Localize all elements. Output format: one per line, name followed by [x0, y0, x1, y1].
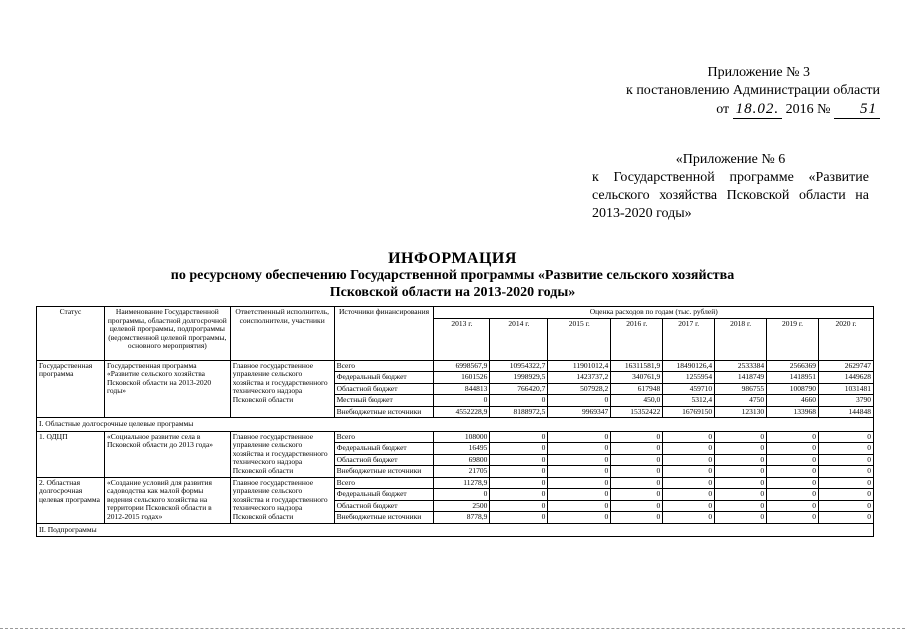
value-cell: 6998567,9: [434, 360, 490, 372]
value-cell: 2533384: [715, 360, 767, 372]
value-cell: 0: [767, 500, 819, 512]
odcp1-status: 1. ОДЦП: [37, 431, 105, 477]
source-cell: Федеральный бюджет: [334, 443, 434, 455]
value-cell: 2566369: [767, 360, 819, 372]
value-cell: 0: [663, 466, 715, 478]
section-title: II. Подпрограммы: [37, 523, 874, 537]
value-cell: 0: [611, 443, 663, 455]
value-cell: 0: [434, 395, 490, 407]
header-executor: Ответственный исполнитель, соисполнители, участники: [230, 307, 334, 361]
value-cell: 69800: [434, 454, 490, 466]
value-cell: 16311581,9: [611, 360, 663, 372]
value-cell: 1423737,2: [548, 372, 611, 384]
header-year: 2017 г.: [663, 318, 715, 360]
value-cell: 8188972,5: [490, 406, 548, 418]
value-cell: 0: [715, 443, 767, 455]
value-cell: 0: [767, 489, 819, 501]
value-cell: 0: [490, 466, 548, 478]
value-cell: 1601526: [434, 372, 490, 384]
source-cell: Областной бюджет: [334, 454, 434, 466]
appendix-6-text: к Государственной программе «Развитие сельского хозяйства Псковской области на 2013-2020 годы»: [592, 170, 869, 221]
value-cell: 0: [663, 500, 715, 512]
value-cell: 0: [819, 477, 874, 489]
header-estimate: Оценка расходов по годам (тыс. рублей): [434, 307, 874, 319]
section-row: [37, 523, 874, 537]
value-cell: 5312,4: [663, 395, 715, 407]
value-cell: 8778,9: [434, 512, 490, 524]
appendix-3-subtitle: к постановлению Администрации области: [626, 83, 880, 98]
value-cell: 133968: [767, 406, 819, 418]
header-year: 2015 г.: [548, 318, 611, 360]
value-cell: 0: [611, 512, 663, 524]
value-cell: 0: [663, 431, 715, 443]
value-cell: 1449628: [819, 372, 874, 384]
appendix-6-title: «Приложение № 6: [675, 152, 786, 167]
value-cell: 10954322,7: [490, 360, 548, 372]
table-row: [37, 360, 874, 372]
year-label: 2016 №: [785, 102, 831, 117]
value-cell: 1255954: [663, 372, 715, 384]
gp-executor: Главное государственное управление сельского хозяйства и государственного технического надзора Псковской области: [230, 360, 334, 418]
value-cell: 986755: [715, 383, 767, 395]
table-row: [37, 431, 874, 443]
source-cell: Всего: [334, 360, 434, 372]
value-cell: 0: [611, 466, 663, 478]
value-cell: 11901012,4: [548, 360, 611, 372]
value-cell: 144848: [819, 406, 874, 418]
value-cell: 15352422: [611, 406, 663, 418]
header-year: 2014 г.: [490, 318, 548, 360]
value-cell: 0: [611, 431, 663, 443]
value-cell: 0: [663, 443, 715, 455]
value-cell: 0: [767, 477, 819, 489]
scan-edge-divider: [0, 628, 905, 630]
value-cell: 0: [548, 477, 611, 489]
value-cell: 0: [715, 431, 767, 443]
value-cell: 4750: [715, 395, 767, 407]
value-cell: 0: [490, 489, 548, 501]
title-sub: по ресурсному обеспечению Государственной программы «Развитие сельского хозяйства Псковской области на 2013-2020 годы»: [170, 268, 735, 300]
value-cell: 11278,9: [434, 477, 490, 489]
header-name: Наименование Государственной программы, областной долгосрочной целевой программы, подпрограммы (ведомственной целевой программы, основного мероприятия): [104, 307, 230, 361]
value-cell: 0: [663, 477, 715, 489]
value-cell: 0: [548, 512, 611, 524]
value-cell: 844813: [434, 383, 490, 395]
value-cell: 2629747: [819, 360, 874, 372]
source-cell: Внебюджетные источники: [334, 466, 434, 478]
value-cell: 123130: [715, 406, 767, 418]
value-cell: 0: [767, 454, 819, 466]
value-cell: 108000: [434, 431, 490, 443]
source-cell: Областной бюджет: [334, 383, 434, 395]
value-cell: 0: [434, 489, 490, 501]
value-cell: 0: [611, 500, 663, 512]
value-cell: 0: [490, 443, 548, 455]
value-cell: 0: [819, 489, 874, 501]
value-cell: 3790: [819, 395, 874, 407]
value-cell: 0: [611, 454, 663, 466]
header-year: 2019 г.: [767, 318, 819, 360]
value-cell: 0: [490, 477, 548, 489]
value-cell: 0: [819, 466, 874, 478]
value-cell: 18490126,4: [663, 360, 715, 372]
value-cell: 0: [663, 454, 715, 466]
value-cell: 16769150: [663, 406, 715, 418]
value-cell: 459710: [663, 383, 715, 395]
value-cell: 0: [767, 443, 819, 455]
source-cell: Федеральный бюджет: [334, 372, 434, 384]
value-cell: 2500: [434, 500, 490, 512]
value-cell: 0: [611, 477, 663, 489]
value-cell: 450,0: [611, 395, 663, 407]
header-row: [37, 307, 874, 319]
value-cell: 0: [490, 395, 548, 407]
value-cell: 0: [548, 466, 611, 478]
value-cell: 4552228,9: [434, 406, 490, 418]
section-row: [37, 418, 874, 432]
section-title: I. Областные долгосрочные целевые программы: [37, 418, 874, 432]
value-cell: 0: [819, 431, 874, 443]
value-cell: 0: [548, 431, 611, 443]
appendix-3-title: Приложение № 3: [707, 65, 810, 80]
odcp1-executor: Главное государственное управление сельского хозяйства и государственного технического надзора Псковской области: [230, 431, 334, 477]
value-cell: 0: [490, 431, 548, 443]
value-cell: 1008790: [767, 383, 819, 395]
odcp2-executor: Главное государственное управление сельского хозяйства и государственного технического надзора Псковской области: [230, 477, 334, 523]
value-cell: 0: [715, 489, 767, 501]
gp-name: Государственная программа «Развитие сельского хозяйства Псковской области на 2013-2020 годы»: [104, 360, 230, 418]
header-source: Источники финансирования: [334, 307, 434, 361]
date-prefix: от: [716, 102, 730, 117]
title-main: ИНФОРМАЦИЯ: [388, 250, 517, 267]
value-cell: 0: [663, 512, 715, 524]
value-cell: 617948: [611, 383, 663, 395]
odcp2-name: «Создание условий для развития садоводства как малой формы ведения сельского хозяйства на территории Псковской области в 2012-2015 годах»: [104, 477, 230, 523]
value-cell: 1998929,5: [490, 372, 548, 384]
appendix-3-block: [600, 64, 880, 119]
handwritten-number: 51: [834, 100, 880, 119]
value-cell: 4660: [767, 395, 819, 407]
source-cell: Внебюджетные источники: [334, 406, 434, 418]
value-cell: 0: [715, 512, 767, 524]
value-cell: 0: [767, 512, 819, 524]
odcp2-status: 2. Областная долгосрочная целевая программа: [37, 477, 105, 523]
value-cell: 0: [548, 395, 611, 407]
value-cell: 0: [819, 500, 874, 512]
value-cell: 0: [767, 466, 819, 478]
handwritten-date: 18.02.: [733, 100, 783, 119]
header-year: 2020 г.: [819, 318, 874, 360]
value-cell: 0: [490, 500, 548, 512]
value-cell: 0: [548, 443, 611, 455]
source-cell: Областной бюджет: [334, 500, 434, 512]
table-row: [37, 477, 874, 489]
value-cell: 9969347: [548, 406, 611, 418]
value-cell: 0: [819, 443, 874, 455]
source-cell: Местный бюджет: [334, 395, 434, 407]
header-year: 2018 г.: [715, 318, 767, 360]
value-cell: 0: [663, 489, 715, 501]
value-cell: 0: [490, 454, 548, 466]
value-cell: 0: [548, 500, 611, 512]
value-cell: 0: [715, 466, 767, 478]
header-year: 2013 г.: [434, 318, 490, 360]
value-cell: 0: [819, 512, 874, 524]
source-cell: Федеральный бюджет: [334, 489, 434, 501]
source-cell: Внебюджетные источники: [334, 512, 434, 524]
value-cell: 21705: [434, 466, 490, 478]
appendix-3-date-line: [600, 100, 880, 119]
value-cell: 0: [715, 477, 767, 489]
odcp1-name: «Социальное развитие села в Псковской области до 2013 года»: [104, 431, 230, 477]
value-cell: 1418951: [767, 372, 819, 384]
value-cell: 0: [548, 454, 611, 466]
resource-table: [36, 306, 874, 537]
value-cell: 1418749: [715, 372, 767, 384]
header-year: 2016 г.: [611, 318, 663, 360]
value-cell: 0: [490, 512, 548, 524]
value-cell: 507928,2: [548, 383, 611, 395]
gp-status: Государственная программа: [37, 360, 105, 418]
header-status: Статус: [37, 307, 105, 361]
value-cell: 0: [715, 454, 767, 466]
value-cell: 766420,7: [490, 383, 548, 395]
value-cell: 0: [767, 431, 819, 443]
value-cell: 0: [715, 500, 767, 512]
source-cell: Всего: [334, 477, 434, 489]
value-cell: 1031481: [819, 383, 874, 395]
value-cell: 16495: [434, 443, 490, 455]
source-cell: Всего: [334, 431, 434, 443]
document-title: [0, 250, 905, 301]
value-cell: 0: [548, 489, 611, 501]
appendix-6-block: [592, 151, 869, 223]
value-cell: 0: [611, 489, 663, 501]
value-cell: 340761,9: [611, 372, 663, 384]
value-cell: 0: [819, 454, 874, 466]
